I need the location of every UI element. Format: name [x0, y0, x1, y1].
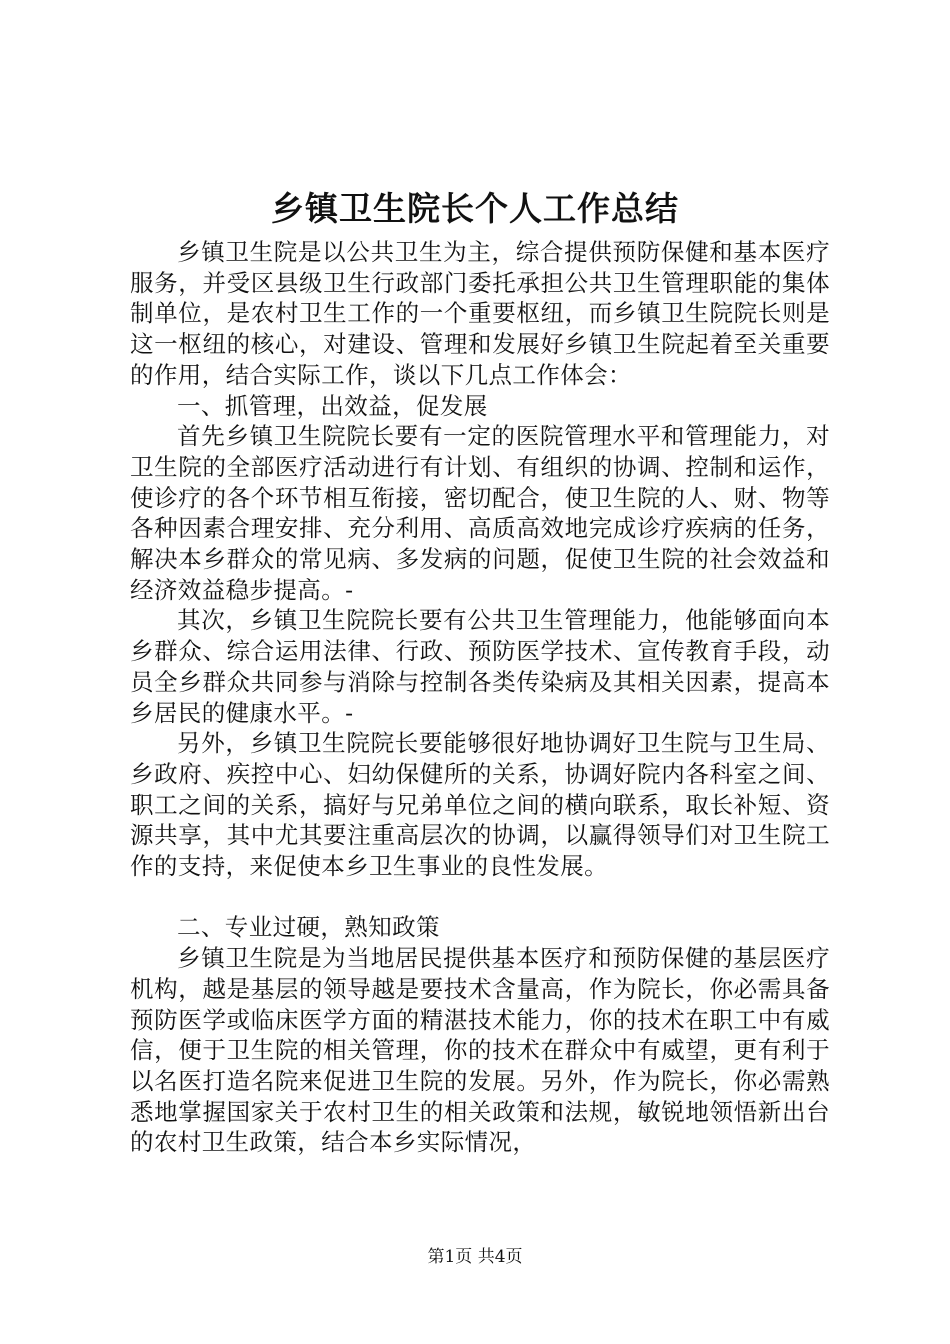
paragraph-management: 首先乡镇卫生院院长要有一定的医院管理水平和管理能力，对卫生院的全部医疗活动进行有计划、有组织的协调、控制和运作，使诊疗的各个环节相互衔接，密切配合，使卫生院的人、财、物等各种因素合理安排、充分利用、高质高效地完成诊疗疾病的任务，解决本乡群众的常见病、多发病的问题，促使卫生院的社会效益和经济效益稳步提高。-: [130, 422, 830, 604]
section-heading-1: 一、抓管理，出效益，促发展: [177, 391, 488, 420]
document-body: [130, 237, 830, 1158]
paragraph-coordination: 另外，乡镇卫生院院长要能够很好地协调好卫生院与卫生局、乡政府、疾控中心、妇幼保健所的关系，协调好院内各科室之间、职工之间的关系，搞好与兄弟单位之间的横向联系，取长补短、资源共享，其中尤其要注重高层次的协调，以赢得领导们对卫生院工作的支持，来促使本乡卫生事业的良性发展。: [130, 729, 830, 881]
document-title: 乡镇卫生院长个人工作总结: [271, 189, 679, 228]
paragraph-public-health: 其次，乡镇卫生院院长要有公共卫生管理能力，他能够面向本乡群众、综合运用法律、行政、预防医学技术、宣传教育手段，动员全乡群众共同参与消除与控制各类传染病及其相关因素，提高本乡居民的健康水平。-: [130, 606, 830, 727]
intro-paragraph: 乡镇卫生院是以公共卫生为主，综合提供预防保健和基本医疗服务，并受区县级卫生行政部门委托承担公共卫生管理职能的集体制单位，是农村卫生工作的一个重要枢纽，而乡镇卫生院院长则是这一枢纽的核心，对建设、管理和发展好乡镇卫生院起着至关重要的作用，结合实际工作，谈以下几点工作体会：: [130, 238, 830, 389]
page-number-footer: 第1页 共4页: [427, 1247, 523, 1267]
paragraph-professional: 乡镇卫生院是为当地居民提供基本医疗和预防保健的基层医疗机构，越是基层的领导越是要技术含量高，作为院长，你必需具备预防医学或临床医学方面的精湛技术能力，你的技术在职工中有威信，便于卫生院的相关管理，你的技术在群众中有威望，更有利于以名医打造名院来促进卫生院的发展。另外，作为院长，你必需熟悉地掌握国家关于农村卫生的相关政策和法规，敏锐地领悟新出台的农村卫生政策，结合本乡实际情况，: [130, 944, 830, 1157]
section-heading-2: 二、专业过硬，熟知政策: [177, 913, 440, 942]
paragraph-spacer: [130, 882, 830, 913]
